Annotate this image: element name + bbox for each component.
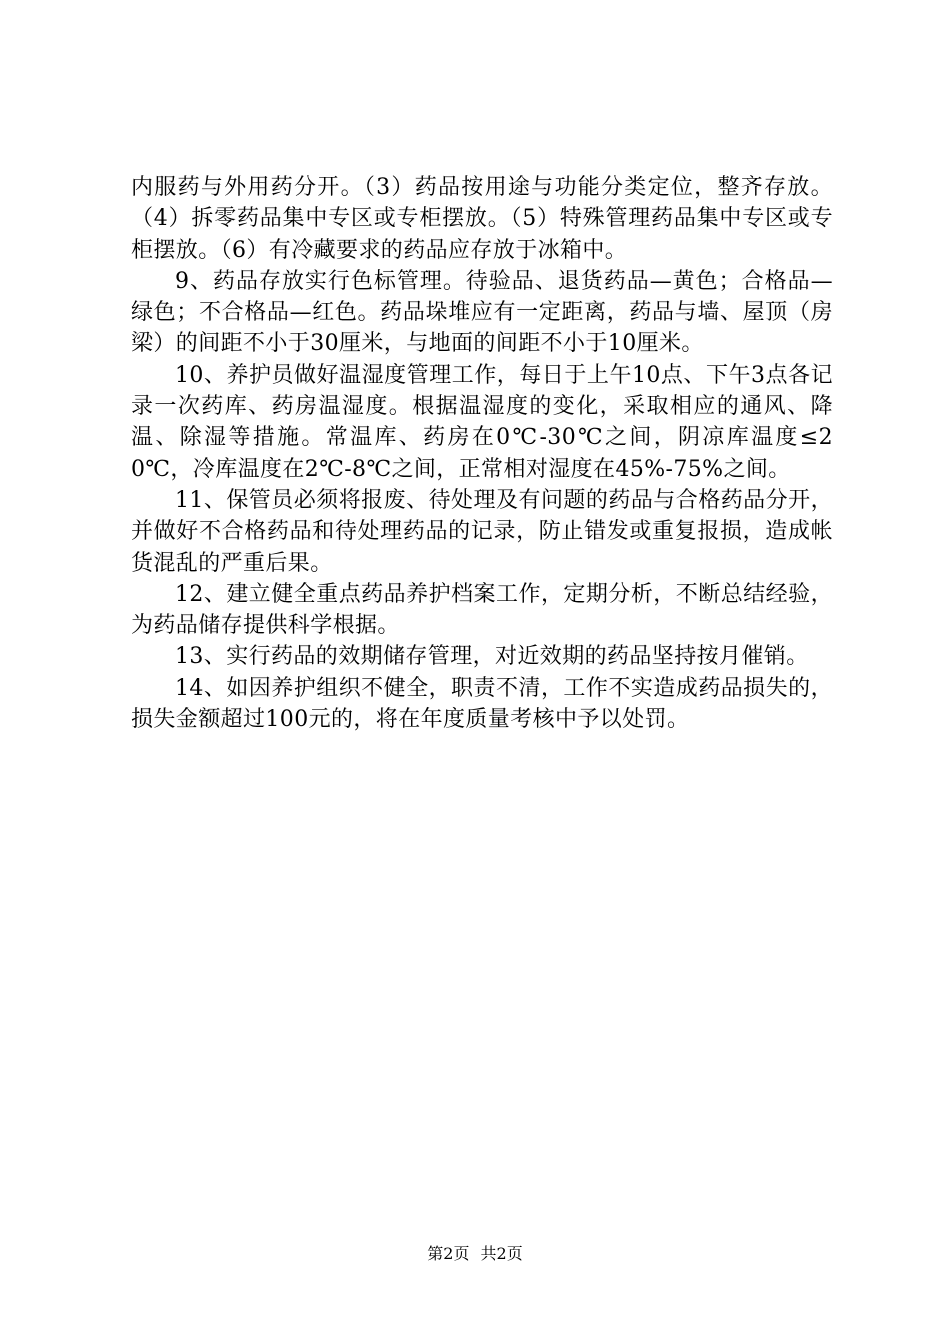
paragraph-item-12: 12、建立健全重点药品养护档案工作，定期分析，不断总结经验，为药品储存提供科学根据。 [131, 581, 833, 639]
paragraph-item-14: 14、如因养护组织不健全，职责不清，工作不实造成药品损失的，损失金额超过100元的，将在年度质量考核中予以处罚。 [131, 675, 833, 733]
page-footer [0, 1244, 950, 1264]
paragraph-item-11: 11、保管员必须将报废、待处理及有问题的药品与合格药品分开，并做好不合格药品和待处理药品的记录，防止错发或重复报损，造成帐货混乱的严重后果。 [131, 487, 833, 576]
paragraph-item-10: 10、养护员做好温湿度管理工作，每日于上午10点、下午3点各记录一次药库、药房温湿度。根据温湿度的变化，采取相应的通风、降温、除湿等措施。常温库、药房在0℃-30℃之间，阴凉库温度≤20℃，冷库温度在2℃-8℃之间，正常相对湿度在45%-75%之间。 [131, 362, 833, 482]
paragraph-continuation: 内服药与外用药分开。（3）药品按用途与功能分类定位，整齐存放。（4）拆零药品集中专区或专柜摆放。（5）特殊管理药品集中专区或专柜摆放。（6）有冷藏要求的药品应存放于冰箱中。 [131, 175, 833, 263]
paragraph-item-9: 9、药品存放实行色标管理。待验品、退货药品—黄色；合格品—绿色；不合格品—红色。药品垛堆应有一定距离，药品与墙、屋顶（房梁）的间距不小于30厘米，与地面的间距不小于10厘米。 [131, 268, 833, 357]
document-body [131, 172, 833, 735]
page-total: 共2页 [480, 1244, 523, 1263]
page-number: 第2页 [427, 1244, 470, 1263]
paragraph-item-13: 13、实行药品的效期储存管理，对近效期的药品坚持按月催销。 [175, 644, 809, 670]
